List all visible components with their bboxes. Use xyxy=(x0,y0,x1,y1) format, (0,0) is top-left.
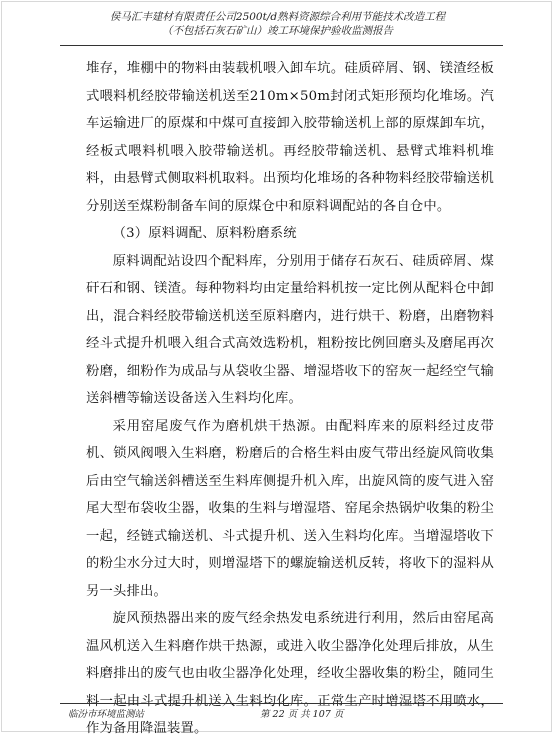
page-header xyxy=(40,10,515,38)
document-body xyxy=(86,55,494,743)
paragraph: 原料调配站设四个配料库，分别用于储存石灰石、硅质碎屑、煤矸石和钢、镁渣。每种物料均由定量给料机按一定比例从配料仓中卸出，混合料经胶带输送机送至原料磨内，进行烘干、粉磨，出磨物料经斗式提升机喂入组合式高效选粉机，粗粉按比例回磨头及磨尾再次粉磨，细粉作为成品与从袋收尘器、增湿塔收下的窑灰一起经空气输送斜槽等输送设备送入生料均化库。 xyxy=(86,253,494,406)
section-heading: （3）原料调配、原料粉磨系统 xyxy=(112,226,297,241)
paragraph: 采用窑尾废气作为磨机烘干热源。由配料库来的原料经过皮带机、锁风阀喂入生料磨，粉磨后的合格生料由废气带出经旋风筒收集后由空气输送斜槽送至生料库侧提升机入库，出旋风筒的废气进入窑尾大型布袋收尘器，收集的生料与增湿塔、窑尾余热锅炉收集的粉尘一起，经链式输送机、斗式提升机、送入生料均化库。当增湿塔收下的粉尘水分过大时，则增湿塔下的螺旋输送机反转，将收下的湿料从另一头排出。 xyxy=(86,418,494,599)
page-number: 第 22 页 共 107 页 xyxy=(260,709,344,720)
paragraph: 旋风预热器出来的废气经余热发电系统进行利用，然后由窑尾高温风机送入生料磨作烘干热源，或进入收尘器净化处理后排放，从生料磨排出的废气也由收尘器净化处理，经收尘器收集的粉尘，随同生料一起由斗式提升机送入生料均化库。正常生产时增湿塔不用喷水，作为备用降温装置。 xyxy=(86,611,494,736)
footer-divider xyxy=(60,703,503,704)
header-title-line1: 侯马汇丰建材有限责任公司2500t/d熟料资源综合利用节能技术改造工程 xyxy=(109,11,446,23)
header-title-line2: （不包括石灰石矿山）竣工环境保护验收监测报告 xyxy=(162,25,393,37)
header-divider xyxy=(60,45,503,46)
paragraph: 堆存，堆棚中的物料由装载机喂入卸车坑。硅质碎屑、钢、镁渣经板式喂料机经胶带输送机送至210m×50m封闭式矩形预均化堆场。汽车运输进厂的原煤和中煤可直接卸入胶带输送机上部的原煤卸车坑，经板式喂料机喂入胶带输送机。再经胶带输送机、悬臂式堆料机堆料，由悬臂式侧取料机取料。出预均化堆场的各种物料经胶带输送机分别送至煤粉制备车间的原煤仓中和原料调配站的各自仓中。 xyxy=(86,61,494,214)
page-footer xyxy=(60,706,503,720)
footer-organization: 临汾市环境监测站 xyxy=(68,709,145,720)
